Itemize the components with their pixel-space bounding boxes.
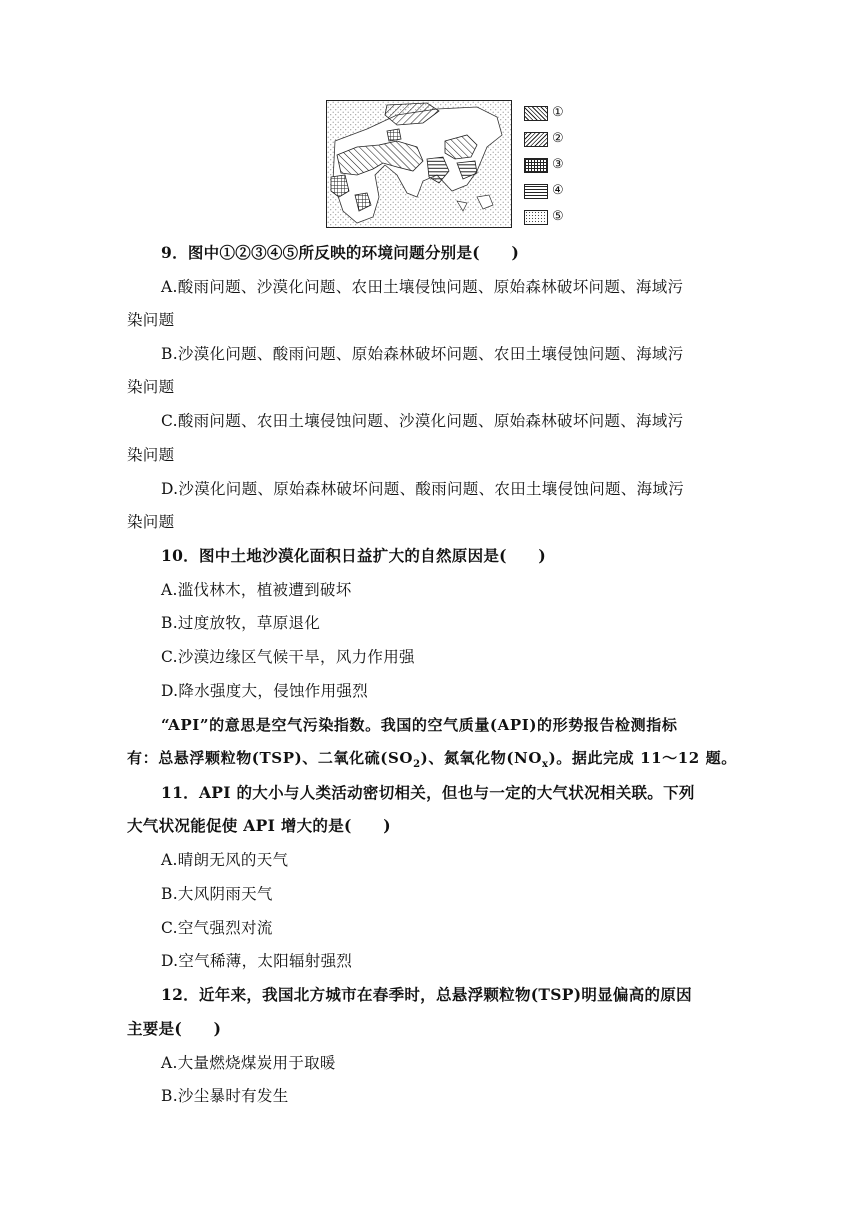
world-map [326,100,512,228]
environment-map-figure [326,100,576,230]
q11-stem: 11．API 的大小与人类活动密切相关，但也与一定的大气状况相关联。下列 [161,783,695,802]
legend-item-1 [524,104,584,124]
legend-label: ③ [552,157,564,172]
passage-line-2 [127,747,737,776]
legend-swatch-diag-right [524,106,548,121]
legend-swatch-grid [524,158,548,173]
passage-text: 有：总悬浮颗粒物(TSP)、二氧化硫(SO [127,749,414,767]
passage-text: )。据此完成 11～12 题。 [548,749,737,767]
q12-stem-cont: 主要是( ) [127,1019,222,1038]
q9-option-c-cont: 染问题 [127,446,175,464]
q9-option-a-cont: 染问题 [127,311,175,329]
q9-option-c: C.酸雨问题、农田土壤侵蚀问题、沙漠化问题、原始森林破坏问题、海域污 [161,412,684,430]
q11-option-b: B.大风阴雨天气 [161,885,273,903]
q9-stem: 9．图中①②③④⑤所反映的环境问题分别是( ) [161,243,520,262]
legend-swatch-diag-left [524,132,548,147]
legend-item-2 [524,130,584,150]
passage-line-1: “API”的意思是空气污染指数。我国的空气质量(API)的形势报告检测指标 [161,716,678,734]
q10-option-d: D.降水强度大，侵蚀作用强烈 [161,682,369,700]
subscript: x [542,759,549,770]
q12-option-b: B.沙尘暴时有发生 [161,1087,289,1105]
legend-label: ② [552,131,564,146]
q11-option-c: C.空气强烈对流 [161,919,273,937]
q10-stem: 10．图中土地沙漠化面积日益扩大的自然原因是( ) [161,546,547,565]
legend-swatch-horizontal [524,184,548,199]
q11-stem-cont: 大气状况能促使 API 增大的是( ) [127,816,391,835]
q9-option-b: B.沙漠化问题、酸雨问题、原始森林破坏问题、农田土壤侵蚀问题、海域污 [161,345,684,363]
q10-option-a: A.滥伐林木，植被遭到破坏 [161,581,352,599]
legend-item-5 [524,208,584,228]
legend-item-4 [524,182,584,202]
legend-item-3 [524,156,584,176]
q9-option-b-cont: 染问题 [127,378,175,396]
q10-option-b: B.过度放牧，草原退化 [161,614,321,632]
legend-label: ⑤ [552,209,564,224]
q11-option-d: D.空气稀薄，太阳辐射强烈 [161,952,353,970]
q9-option-d-cont: 染问题 [127,513,175,531]
q9-option-a: A.酸雨问题、沙漠化问题、农田土壤侵蚀问题、原始森林破坏问题、海域污 [161,278,684,296]
map-drawing [327,101,511,227]
passage-text: )、氮氧化物(NO [420,749,543,767]
q10-option-c: C.沙漠边缘区气候干旱，风力作用强 [161,648,415,666]
q12-option-a: A.大量燃烧煤炭用于取暖 [161,1054,336,1072]
legend-label: ④ [552,183,564,198]
q12-stem: 12．近年来，我国北方城市在春季时，总悬浮颗粒物(TSP)明显偏高的原因 [161,985,692,1004]
subscript: 2 [413,759,421,770]
q11-option-a: A.晴朗无风的天气 [161,851,289,869]
legend-swatch-dots [524,210,548,225]
q9-option-d: D.沙漠化问题、原始森林破坏问题、酸雨问题、农田土壤侵蚀问题、海域污 [161,480,685,498]
legend-label: ① [552,105,564,120]
